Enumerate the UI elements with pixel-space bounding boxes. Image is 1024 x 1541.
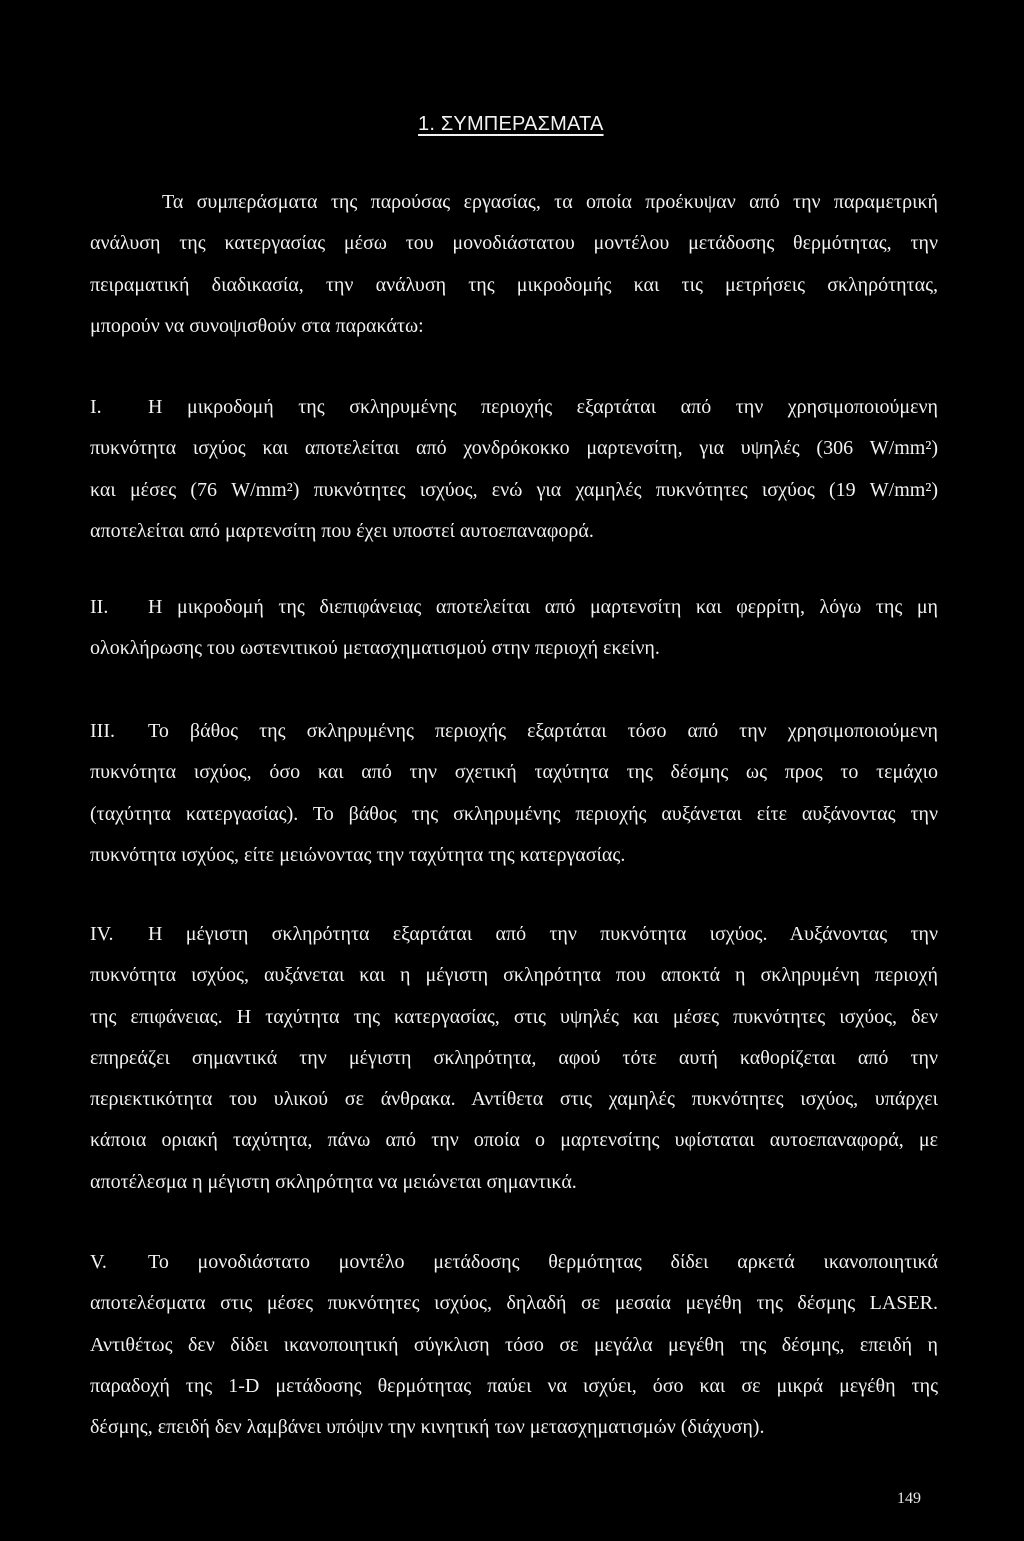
text-line: πειραματική διαδικασία, την ανάλυση της μικροδομής και τις μετρήσεις σκληρότητας, bbox=[90, 273, 938, 296]
text-line: παραδοχή της 1-D μετάδοσης θερμότητας παύει να ισχύει, όσο και σε μικρά μεγέθη της bbox=[90, 1374, 938, 1397]
conclusion-item-5 bbox=[90, 1242, 938, 1448]
text-line: αποτελέσματα στις μέσες πυκνότητες ισχύος, δηλαδή σε μεσαία μεγέθη της δέσμης LASER. bbox=[90, 1292, 938, 1315]
item-numeral: IV. bbox=[90, 923, 114, 945]
text-line: και μέσες (76 W/mm²) πυκνότητες ισχύος, ενώ για χαμηλές πυκνότητες ισχύος (19 W/mm²) bbox=[90, 478, 938, 501]
text-line: Η μέγιστη σκληρότητα εξαρτάται από την πυκνότητα ισχύος. Αυξάνοντας την bbox=[148, 923, 938, 945]
text-line: Το μονοδιάστατο μοντέλο μετάδοσης θερμότητας δίδει αρκετά ικανοποιητικά bbox=[148, 1251, 938, 1273]
item-first-line bbox=[90, 711, 938, 752]
conclusion-item-2 bbox=[90, 587, 938, 670]
item-first-line bbox=[90, 587, 938, 628]
item-numeral: I. bbox=[90, 396, 102, 418]
text-line: πυκνότητα ισχύος και αποτελείται από χονδρόκοκκο μαρτενσίτη, για υψηλές (306 W/mm²) bbox=[90, 437, 938, 460]
text-line: αποτέλεσμα η μέγιστη σκληρότητα να μειώνεται σημαντικά. bbox=[90, 1170, 577, 1193]
text-line: περιεκτικότητα του υλικού σε άνθρακα. Αντίθετα στις χαμηλές πυκνότητες ισχύος, υπάρχει bbox=[90, 1088, 938, 1111]
text-line: επηρεάζει σημαντικά την μέγιστη σκληρότητα, αφού τότε αυτή καθορίζεται από την bbox=[90, 1046, 938, 1069]
conclusion-item-4 bbox=[90, 914, 938, 1203]
text-line: κάποια οριακή ταχύτητα, πάνω από την οποία ο μαρτενσίτης υφίσταται αυτοεπαναφορά, με bbox=[90, 1129, 938, 1152]
text-line: της επιφάνειας. Η ταχύτητα της κατεργασίας, στις υψηλές και μέσες πυκνότητες ισχύος, δεν bbox=[90, 1005, 938, 1028]
text-line: Η μικροδομή της διεπιφάνειας αποτελείται από μαρτενσίτη και φερρίτη, λόγω της μη bbox=[148, 596, 938, 618]
text-line: (ταχύτητα κατεργασίας). Το βάθος της σκληρυμένης περιοχής αυξάνεται είτε αυξάνοντας την bbox=[90, 802, 938, 825]
item-numeral: V. bbox=[90, 1251, 107, 1273]
text-line: Το βάθος της σκληρυμένης περιοχής εξαρτάται τόσο από την χρησιμοποιούμενη bbox=[148, 720, 938, 742]
text-line: πυκνότητα ισχύος, είτε μειώνοντας την ταχύτητα της κατεργασίας. bbox=[90, 843, 626, 866]
conclusion-item-1 bbox=[90, 387, 938, 552]
item-numeral: II. bbox=[90, 596, 109, 618]
item-first-line bbox=[90, 914, 938, 955]
item-first-line bbox=[90, 387, 938, 428]
page-number: 149 bbox=[897, 1490, 921, 1507]
text-line: Αντιθέτως δεν δίδει ικανοποιητική σύγκλιση τόσο σε μεγάλα μεγέθη της δέσμης, επειδή η bbox=[90, 1333, 938, 1356]
item-numeral: III. bbox=[90, 720, 115, 742]
item-first-line bbox=[90, 1242, 938, 1283]
text-line: Η μικροδομή της σκληρυμένης περιοχής εξαρτάται από την χρησιμοποιούμενη bbox=[148, 396, 938, 418]
text-line: Τα συμπεράσματα της παρούσας εργασίας, τα οποία προέκυψαν από την παραμετρική bbox=[162, 191, 938, 213]
text-line: ανάλυση της κατεργασίας μέσω του μονοδιάστατου μοντέλου μετάδοσης θερμότητας, την bbox=[90, 232, 938, 255]
text-line: πυκνότητα ισχύος, όσο και από την σχετική ταχύτητα της δέσμης ως προς το τεμάχιο bbox=[90, 761, 938, 784]
conclusion-item-3 bbox=[90, 711, 938, 876]
intro-paragraph bbox=[90, 182, 938, 347]
section-title: 1. ΣΥΜΠΕΡΑΣΜΑΤΑ bbox=[418, 113, 604, 135]
text-line: μπορούν να συνοψισθούν στα παρακάτω: bbox=[90, 314, 424, 337]
text-line: δέσμης, επειδή δεν λαμβάνει υπόψιν την κινητική των μετασχηματισμών (διάχυση). bbox=[90, 1416, 765, 1439]
text-line: ολοκλήρωσης του ωστενιτικού μετασχηματισμού στην περιοχή εκείνη. bbox=[90, 637, 660, 660]
text-line: αποτελείται από μαρτενσίτη που έχει υποστεί αυτοεπαναφορά. bbox=[90, 519, 594, 542]
text-line: πυκνότητα ισχύος, αυξάνεται και η μέγιστη σκληρότητα που αποκτά η σκληρυμένη περιοχή bbox=[90, 964, 938, 987]
